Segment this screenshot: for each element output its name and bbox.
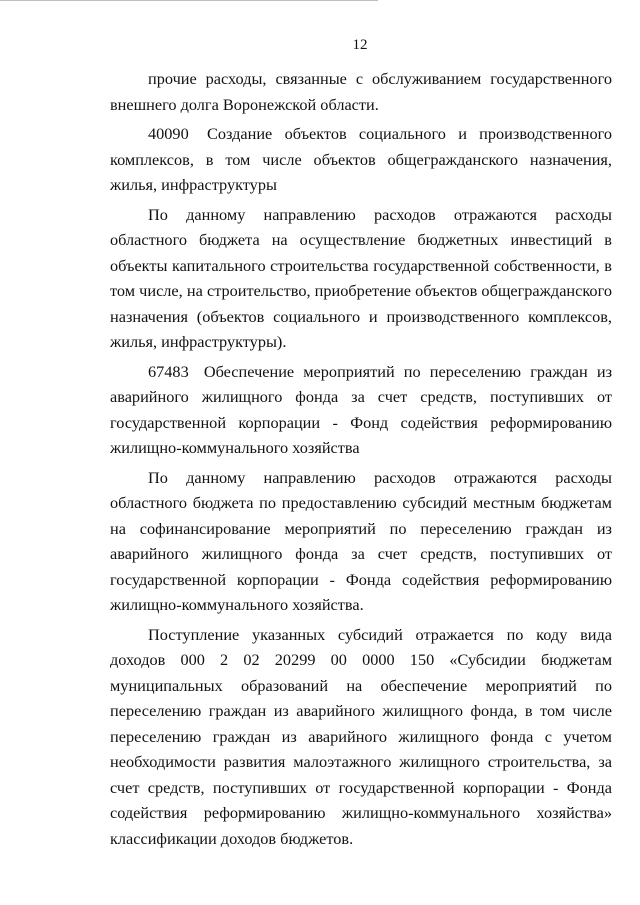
- page-number: 12: [352, 37, 368, 53]
- paragraph-text: Обеспечение мероприятий по переселению граждан из аварийного жилищного фонда за счет средств, поступивших от государственной корпорации - Фонд содействия реформированию жилищно-коммунального хозяйства: [110, 361, 612, 457]
- paragraph-subsidies: [110, 465, 612, 618]
- paragraph-text: прочие расходы, связанные с обслуживанием государственного внешнего долга Воронежской области.: [110, 69, 612, 114]
- paragraph-income-code: [110, 622, 612, 852]
- expense-code: 40090: [148, 124, 189, 143]
- document-body: [110, 66, 612, 855]
- scan-top-border: [0, 0, 378, 1]
- paragraph-text: Поступление указанных субсидий отражается по коду вида доходов 000 2 02 20299 00 0000 150 «Субсидии бюджетам муниципальных образований на обеспечение мероприятий по переселению граждан из аварийного жилищного фонда, в том числе переселению граждан из аварийного жилищного фонда с учетом необходимости развития малоэтажного жилищного строительства, за счет средств, поступивших от государственной корпорации - Фонда содействия реформированию жилищно-коммунального хозяйства» классификации доходов бюджетов.: [110, 624, 612, 848]
- expense-code: 67483: [148, 361, 189, 381]
- paragraph-text: По данному направлению расходов отражаются расходы областного бюджета по предоставлению субсидий местным бюджетам на софинансирование мероприятий по переселению граждан из аварийного жилищного фонда за счет средств, поступивших от государственной корпорации - Фонда содействия реформированию жилищно-коммунального хозяйства.: [110, 467, 612, 614]
- paragraph-text: Создание объектов социального и производственного комплексов, в том числе объектов общегражданского назначения, жилья, инфраструктуры: [110, 124, 612, 194]
- paragraph-external-debt: [110, 66, 612, 117]
- paragraph-code-67483: [110, 359, 612, 461]
- paragraph-text: По данному направлению расходов отражаются расходы областного бюджета на осуществление бюджетных инвестиций в объекты капитального строительства государственной собственности, в том числе, на строительство, приобретение объектов общегражданского назначения (объектов социального и производственного комплексов, жилья, инфраструктуры).: [110, 204, 612, 351]
- paragraph-code-40090: [110, 121, 612, 198]
- paragraph-capital-investments: [110, 202, 612, 355]
